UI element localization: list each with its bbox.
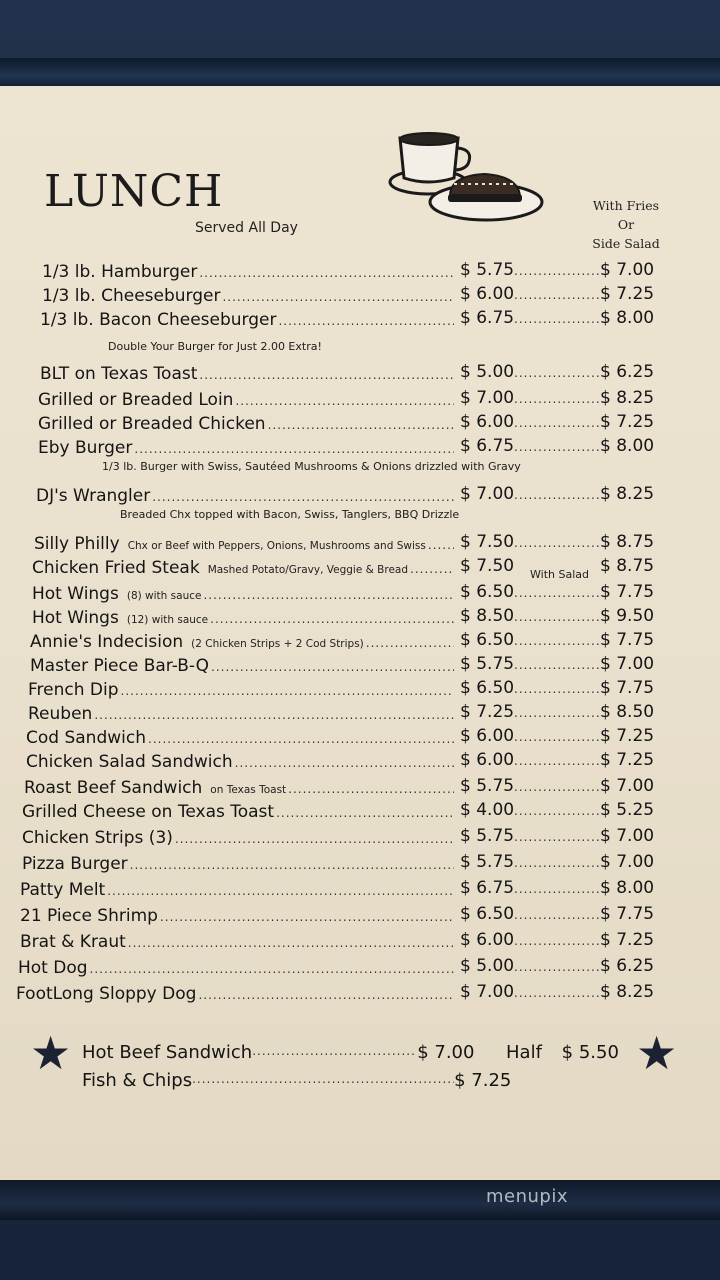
leader-dots: [210, 612, 454, 626]
menu-item-price: $ 7.50: [460, 532, 515, 552]
menu-item-name: DJ's Wrangler: [36, 486, 151, 506]
leader-dots: [121, 684, 454, 698]
menu-item-price-with-fries: $ 6.25: [600, 362, 655, 382]
menu-item-price-with-fries: $ 8.00: [600, 878, 655, 898]
menu-item-price: $ 6.75: [460, 436, 515, 456]
with-fries-line-3: Side Salad: [592, 236, 660, 251]
menu-item-price-with-fries: $ 8.50: [600, 702, 655, 722]
leader-dots: [514, 754, 600, 768]
with-fries-line-1: With Fries: [592, 198, 660, 213]
leader-dots: [514, 440, 600, 454]
page-title: LUNCH: [44, 166, 224, 217]
leader-dots: [514, 312, 600, 326]
leader-dots: [514, 856, 600, 870]
wrangler-description: Breaded Chx topped with Bacon, Swiss, Tanglers, BBQ Drizzle: [120, 508, 460, 521]
menu-item-price-with-fries: $ 7.00: [600, 826, 655, 846]
menu-item-price-with-fries: $ 7.25: [600, 412, 655, 432]
half-label: Half: [506, 1042, 542, 1063]
menu-item-name: Silly Philly: [34, 534, 120, 554]
menu-item-price: $ 5.75: [460, 852, 515, 872]
leader-dots: [514, 264, 600, 278]
star-icon: ★: [636, 1026, 678, 1080]
menu-item-name: FootLong Sloppy Dog: [16, 984, 197, 1004]
menu-item-price: $ 6.00: [460, 750, 515, 770]
half-price: $ 5.50: [561, 1042, 619, 1063]
menu-item-name: Cod Sandwich: [26, 728, 146, 748]
leader-dots: [278, 314, 454, 328]
menu-item-row: [30, 656, 456, 676]
leader-dots: [276, 806, 454, 820]
menu-item-name: Grilled or Breaded Loin: [38, 390, 234, 410]
menu-item-price: $ 6.50: [460, 630, 515, 650]
menu-item-price: $ 7.00: [460, 982, 515, 1002]
menu-item-price: $ 6.00: [460, 726, 515, 746]
leader-dots: [514, 416, 600, 430]
menu-item-price-with-fries: $ 8.75: [600, 532, 655, 552]
hot-beef-name: Hot Beef Sandwich: [82, 1042, 253, 1063]
menu-item-row: [22, 828, 456, 848]
fish-chips-price: $ 7.25: [454, 1070, 512, 1091]
leader-dots: [152, 490, 454, 504]
menu-item-price-with-fries: $ 8.25: [600, 388, 655, 408]
menu-item-name: 1/3 lb. Cheeseburger: [42, 286, 221, 306]
leader-dots: [410, 562, 454, 576]
leader-dots: [288, 782, 454, 796]
leader-dots: [128, 936, 454, 950]
menu-item-row: [36, 486, 456, 506]
menu-item-price: $ 7.25: [460, 702, 515, 722]
menu-item-row: [28, 680, 456, 700]
menu-item-price-with-fries: $ 9.50: [600, 606, 655, 626]
menu-item-price: $ 5.75: [460, 260, 515, 280]
leader-dots: [514, 882, 600, 896]
menu-item-description: Chx or Beef with Peppers, Onions, Mushrooms and Swiss: [127, 540, 426, 552]
menu-item-price-with-fries: $ 8.25: [600, 484, 655, 504]
hot-beef-price: $ 7.00: [417, 1042, 475, 1063]
menu-item-name: 1/3 lb. Hamburger: [42, 262, 198, 282]
leader-dots: [514, 288, 600, 302]
menu-item-row: [20, 932, 456, 952]
menu-item-price-with-fries: $ 7.25: [600, 930, 655, 950]
menu-item-row: [34, 534, 456, 554]
menu-item-row: [24, 778, 456, 798]
eby-burger-description: 1/3 lb. Burger with Swiss, Sautéed Mushrooms & Onions drizzled with Gravy: [102, 460, 521, 473]
menu-item-row: [20, 880, 456, 900]
menu-item-name: Roast Beef Sandwich: [24, 778, 203, 798]
with-fries-line-2: Or: [617, 217, 635, 232]
menu-item-description: Mashed Potato/Gravy, Veggie & Bread: [207, 564, 409, 576]
menu-item-name: Grilled or Breaded Chicken: [38, 414, 266, 434]
menu-item-row: [40, 364, 456, 384]
menu-item-row: [26, 728, 456, 748]
menu-item-row: [22, 854, 456, 874]
menu-item-description: (8) with sauce: [126, 590, 202, 602]
menu-item-row: [18, 958, 456, 978]
leader-dots: [514, 610, 600, 624]
leader-dots: [235, 394, 454, 408]
menu-item-price-with-fries: $ 7.00: [600, 776, 655, 796]
menu-item-price: $ 7.50: [460, 556, 515, 576]
star-icon: ★: [30, 1026, 72, 1080]
special-hot-beef: [82, 1042, 474, 1063]
menu-item-price-with-fries: $ 8.00: [600, 436, 655, 456]
menu-item-name: French Dip: [28, 680, 119, 700]
menu-item-price: $ 6.50: [460, 678, 515, 698]
menu-item-price: $ 7.00: [460, 388, 515, 408]
with-salad-label: With Salad: [530, 568, 589, 581]
menu-item-price-with-fries: $ 7.75: [600, 904, 655, 924]
menu-item-row: [28, 704, 456, 724]
menu-item-price: $ 5.75: [460, 654, 515, 674]
leader-dots: [514, 986, 600, 1000]
leader-dots: [90, 962, 454, 976]
menu-item-row: [40, 310, 456, 330]
menu-item-price: $ 6.50: [460, 582, 515, 602]
menu-item-name: Reuben: [28, 704, 93, 724]
menu-item-name: Hot Wings: [32, 584, 119, 604]
leader-dots: [514, 730, 600, 744]
leader-dots: [514, 960, 600, 974]
menu-item-row: [26, 752, 456, 772]
menu-item-row: [32, 584, 456, 604]
leader-dots: [366, 636, 454, 650]
double-burger-note: Double Your Burger for Just 2.00 Extra!: [108, 340, 322, 353]
menu-item-name: Pizza Burger: [22, 854, 128, 874]
menu-item-row: [38, 390, 456, 410]
leader-dots: [514, 634, 600, 648]
leader-dots: [514, 586, 600, 600]
menu-item-name: Chicken Strips (3): [22, 828, 173, 848]
leader-dots: [192, 1072, 454, 1086]
menu-item-description: on Texas Toast: [210, 784, 287, 796]
menu-item-price: $ 6.00: [460, 930, 515, 950]
menu-item-row: [22, 802, 456, 822]
menu-item-price-with-fries: $ 8.00: [600, 308, 655, 328]
menu-item-row: [32, 608, 456, 628]
menu-item-price: $ 5.00: [460, 362, 515, 382]
menu-item-row: [16, 984, 456, 1004]
menu-item-name: Grilled Cheese on Texas Toast: [22, 802, 275, 822]
menu-item-price-with-fries: $ 6.25: [600, 956, 655, 976]
leader-dots: [211, 660, 454, 674]
leader-dots: [199, 368, 454, 382]
menu-item-price-with-fries: $ 7.00: [600, 260, 655, 280]
leader-dots: [514, 488, 600, 502]
menu-item-price-with-fries: $ 8.25: [600, 982, 655, 1002]
leader-dots: [514, 392, 600, 406]
leader-dots: [514, 780, 600, 794]
leader-dots: [198, 988, 454, 1002]
menu-item-row: [32, 558, 456, 578]
menu-item-price-with-fries: $ 7.75: [600, 630, 655, 650]
menu-item-price: $ 7.00: [460, 484, 515, 504]
menu-item-price: $ 5.75: [460, 776, 515, 796]
leader-dots: [514, 830, 600, 844]
leader-dots: [514, 804, 600, 818]
menu-item-price-with-fries: $ 7.00: [600, 654, 655, 674]
menu-item-price: $ 5.75: [460, 826, 515, 846]
leader-dots: [199, 266, 454, 280]
menu-item-row: [20, 906, 456, 926]
menu-item-name: Annie's Indecision: [30, 632, 184, 652]
special-fish-chips: [82, 1070, 511, 1091]
leader-dots: [134, 442, 454, 456]
menu-item-name: Master Piece Bar-B-Q: [30, 656, 210, 676]
leader-dots: [514, 366, 600, 380]
menu-item-name: Hot Wings: [32, 608, 119, 628]
menu-item-price: $ 6.00: [460, 412, 515, 432]
menu-item-description: (12) with sauce: [126, 614, 209, 626]
menu-item-price-with-fries: $ 7.75: [600, 678, 655, 698]
menu-item-price: $ 6.50: [460, 904, 515, 924]
menu-item-name: BLT on Texas Toast: [40, 364, 198, 384]
leader-dots: [148, 732, 454, 746]
menu-item-price: $ 8.50: [460, 606, 515, 626]
menu-item-name: 1/3 lb. Bacon Cheeseburger: [40, 310, 277, 330]
menu-item-price-with-fries: $ 7.25: [600, 284, 655, 304]
menu-item-row: [42, 286, 456, 306]
menu-item-price-with-fries: $ 7.25: [600, 750, 655, 770]
leader-dots: [514, 658, 600, 672]
menu-item-price-with-fries: $ 5.25: [600, 800, 655, 820]
menu-item-price: $ 6.00: [460, 284, 515, 304]
leader-dots: [203, 588, 454, 602]
leader-dots: [268, 418, 454, 432]
menu-item-row: [38, 438, 456, 458]
menu-item-name: 21 Piece Shrimp: [20, 906, 158, 926]
leader-dots: [252, 1044, 417, 1058]
menu-item-price-with-fries: $ 7.25: [600, 726, 655, 746]
hot-beef-half: [506, 1042, 619, 1063]
leader-dots: [514, 908, 600, 922]
menu-item-price-with-fries: $ 8.75: [600, 556, 655, 576]
menu-item-price-with-fries: $ 7.00: [600, 852, 655, 872]
menu-item-name: Hot Dog: [18, 958, 88, 978]
leader-dots: [130, 858, 454, 872]
menu-item-name: Chicken Salad Sandwich: [26, 752, 233, 772]
leader-dots: [175, 832, 454, 846]
menu-item-price: $ 6.75: [460, 308, 515, 328]
served-all-day-label: Served All Day: [195, 220, 298, 236]
menu-item-row: [38, 414, 456, 434]
leader-dots: [235, 756, 454, 770]
menu-item-name: Patty Melt: [20, 880, 106, 900]
leader-dots: [514, 536, 600, 550]
menu-item-price-with-fries: $ 7.75: [600, 582, 655, 602]
leader-dots: [428, 538, 454, 552]
menu-item-description: (2 Chicken Strips + 2 Cod Strips): [191, 638, 364, 650]
menu-item-price: $ 5.00: [460, 956, 515, 976]
menu-item-name: Eby Burger: [38, 438, 133, 458]
leader-dots: [94, 708, 454, 722]
leader-dots: [107, 884, 454, 898]
menu-item-name: Brat & Kraut: [20, 932, 126, 952]
leader-dots: [514, 706, 600, 720]
menu-item-row: [30, 632, 456, 652]
menu-item-row: [42, 262, 456, 282]
menu-item-name: Chicken Fried Steak: [32, 558, 200, 578]
leader-dots: [514, 934, 600, 948]
watermark: menupix: [486, 1186, 569, 1207]
leader-dots: [160, 910, 454, 924]
menu-item-price: $ 4.00: [460, 800, 515, 820]
menu-item-price: $ 6.75: [460, 878, 515, 898]
leader-dots: [514, 682, 600, 696]
leader-dots: [222, 290, 454, 304]
fish-chips-name: Fish & Chips: [82, 1070, 193, 1091]
